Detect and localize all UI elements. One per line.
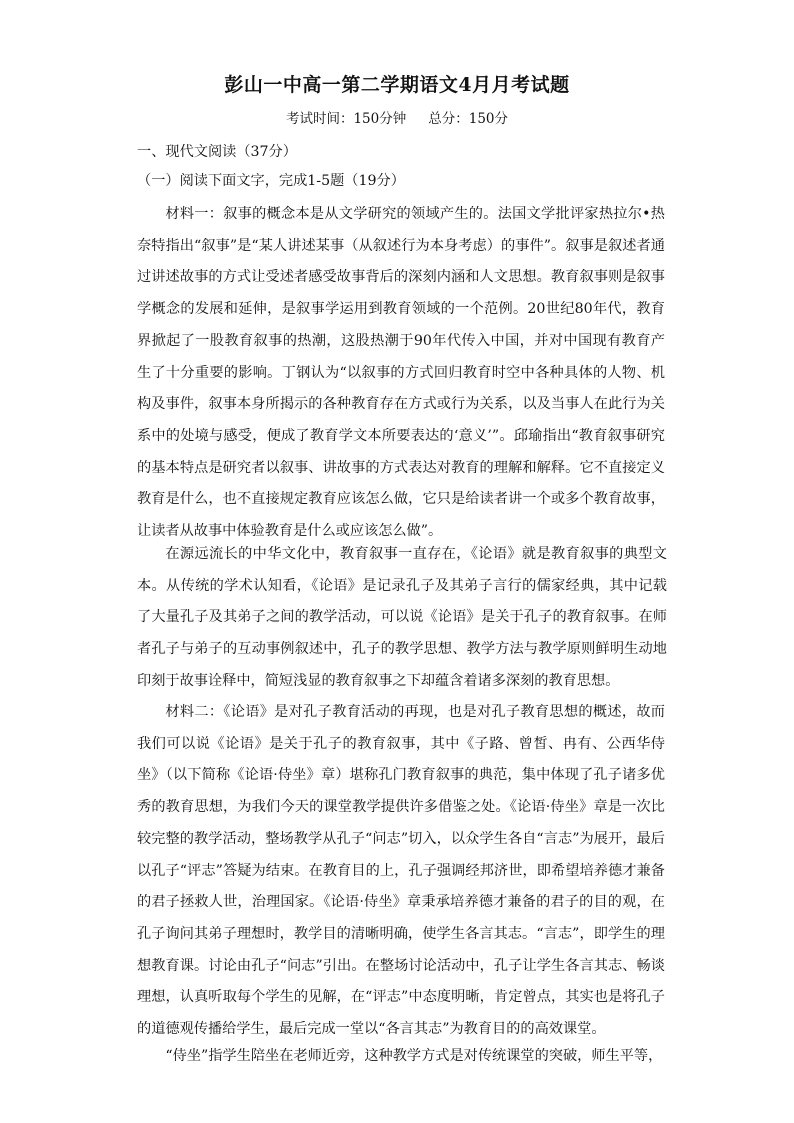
section-heading: 一、现代文阅读（37分） (137, 144, 297, 160)
paragraph-analects-intro: 在源远流长的中华文化中，教育叙事一直存在，《论语》就是教育叙事的典型文本。从传统的学术认知看，《论语》是记录孔子及其弟子言行的儒家经典，其中记载了大量孔子及其弟子之间的教学活动，可以说《论语》是关于孔子的教育叙事。在师者孔子与弟子的互动事例叙述中，孔子的教学思想、教学方法与教学原则鲜明生动地印刻于故事诠释中，简短浅显的教育叙事之下却蕴含着诸多深刻的教育思想。 (137, 546, 667, 689)
paragraph-material-two: 材料二：《论语》是对孔子教育活动的再现，也是对孔子教育思想的概述，故而我们可以说《论语》是关于孔子的教育叙事，其中《子路、曾皙、冉有、公西华侍坐》（以下简称《论语·侍坐》章）堪称孔门教育叙事的典范，集中体现了孔子诸多优秀的教育思想，为我们今天的课堂教学提供许多借鉴之处。《论语·侍坐》章是一次比较完整的教学活动，整场教学从孔子“问志”切入，以众学生各自“言志”为展开，最后以孔子“评志”答疑为结束。在教育目的上，孔子强调经邦济世，即希望培养德才兼备的君子拯救人世，治理国家。《论语·侍坐》章秉承培养德才兼备的君子的目的观，在孔子询问其弟子理想时，教学目的清晰明确，使学生各言其志。“言志”，即学生的理想教育课。讨论由孔子“问志”引出。在整场讨论活动中，孔子让学生各言其志、畅谈理想，认真听取每个学生的见解，在“评志”中态度明晰，肯定曾点，其实也是将孔子的道德观传播给学生，最后完成一堂以“各言其志”为教育目的的高效课堂。 (137, 704, 665, 1038)
exam-meta (0, 107, 794, 127)
subsection-heading: （一）阅读下面文字，完成1-5题（19分） (137, 173, 405, 189)
paragraph-material-one: 材料一：叙事的概念本是从文学研究的领域产生的。法国文学批评家热拉尔•热奈特指出“叙事”是“某人讲述某事（从叙述行为本身考虑）的事件”。叙事是叙述者通过讲述故事的方式让受述者感受故事背后的深刻内涵和人文思想。教育叙事则是叙事学概念的发展和延伸，是叙事学运用到教育领域的一个范例。20世纪80年代，教育界掀起了一股教育叙事的热潮，这股热潮于90年代传入中国，并对中国现有教育产生了十分重要的影响。丁钢认为“以叙事的方式回归教育时空中各种具体的人物、机构及事件，叙事本身所揭示的各种教育存在方式或行为关系，以及当事人在此行为关系中的处境与感受，便成了教育学文本所要表达的‘意义’”。邱瑜指出“教育叙事研究的基本特点是研究者以叙事、讲故事的方式表达对教育的理解和解释。它不直接定义教育是什么，也不直接规定教育应该怎么做，它只是给读者讲一个或多个教育故事，让读者从故事中体验教育是什么或应该怎么做”。 (137, 206, 665, 540)
total-score: 总分：150分 (428, 111, 509, 127)
paragraph-shizuo: “侍坐”指学生陪坐在老师近旁，这种教学方式是对传统课堂的突破，师生平等， (165, 1048, 663, 1064)
exam-title: 彭山一中高一第二学期语文4月月考试题 (224, 74, 570, 96)
exam-time: 考试时间：150分钟 (285, 111, 407, 127)
